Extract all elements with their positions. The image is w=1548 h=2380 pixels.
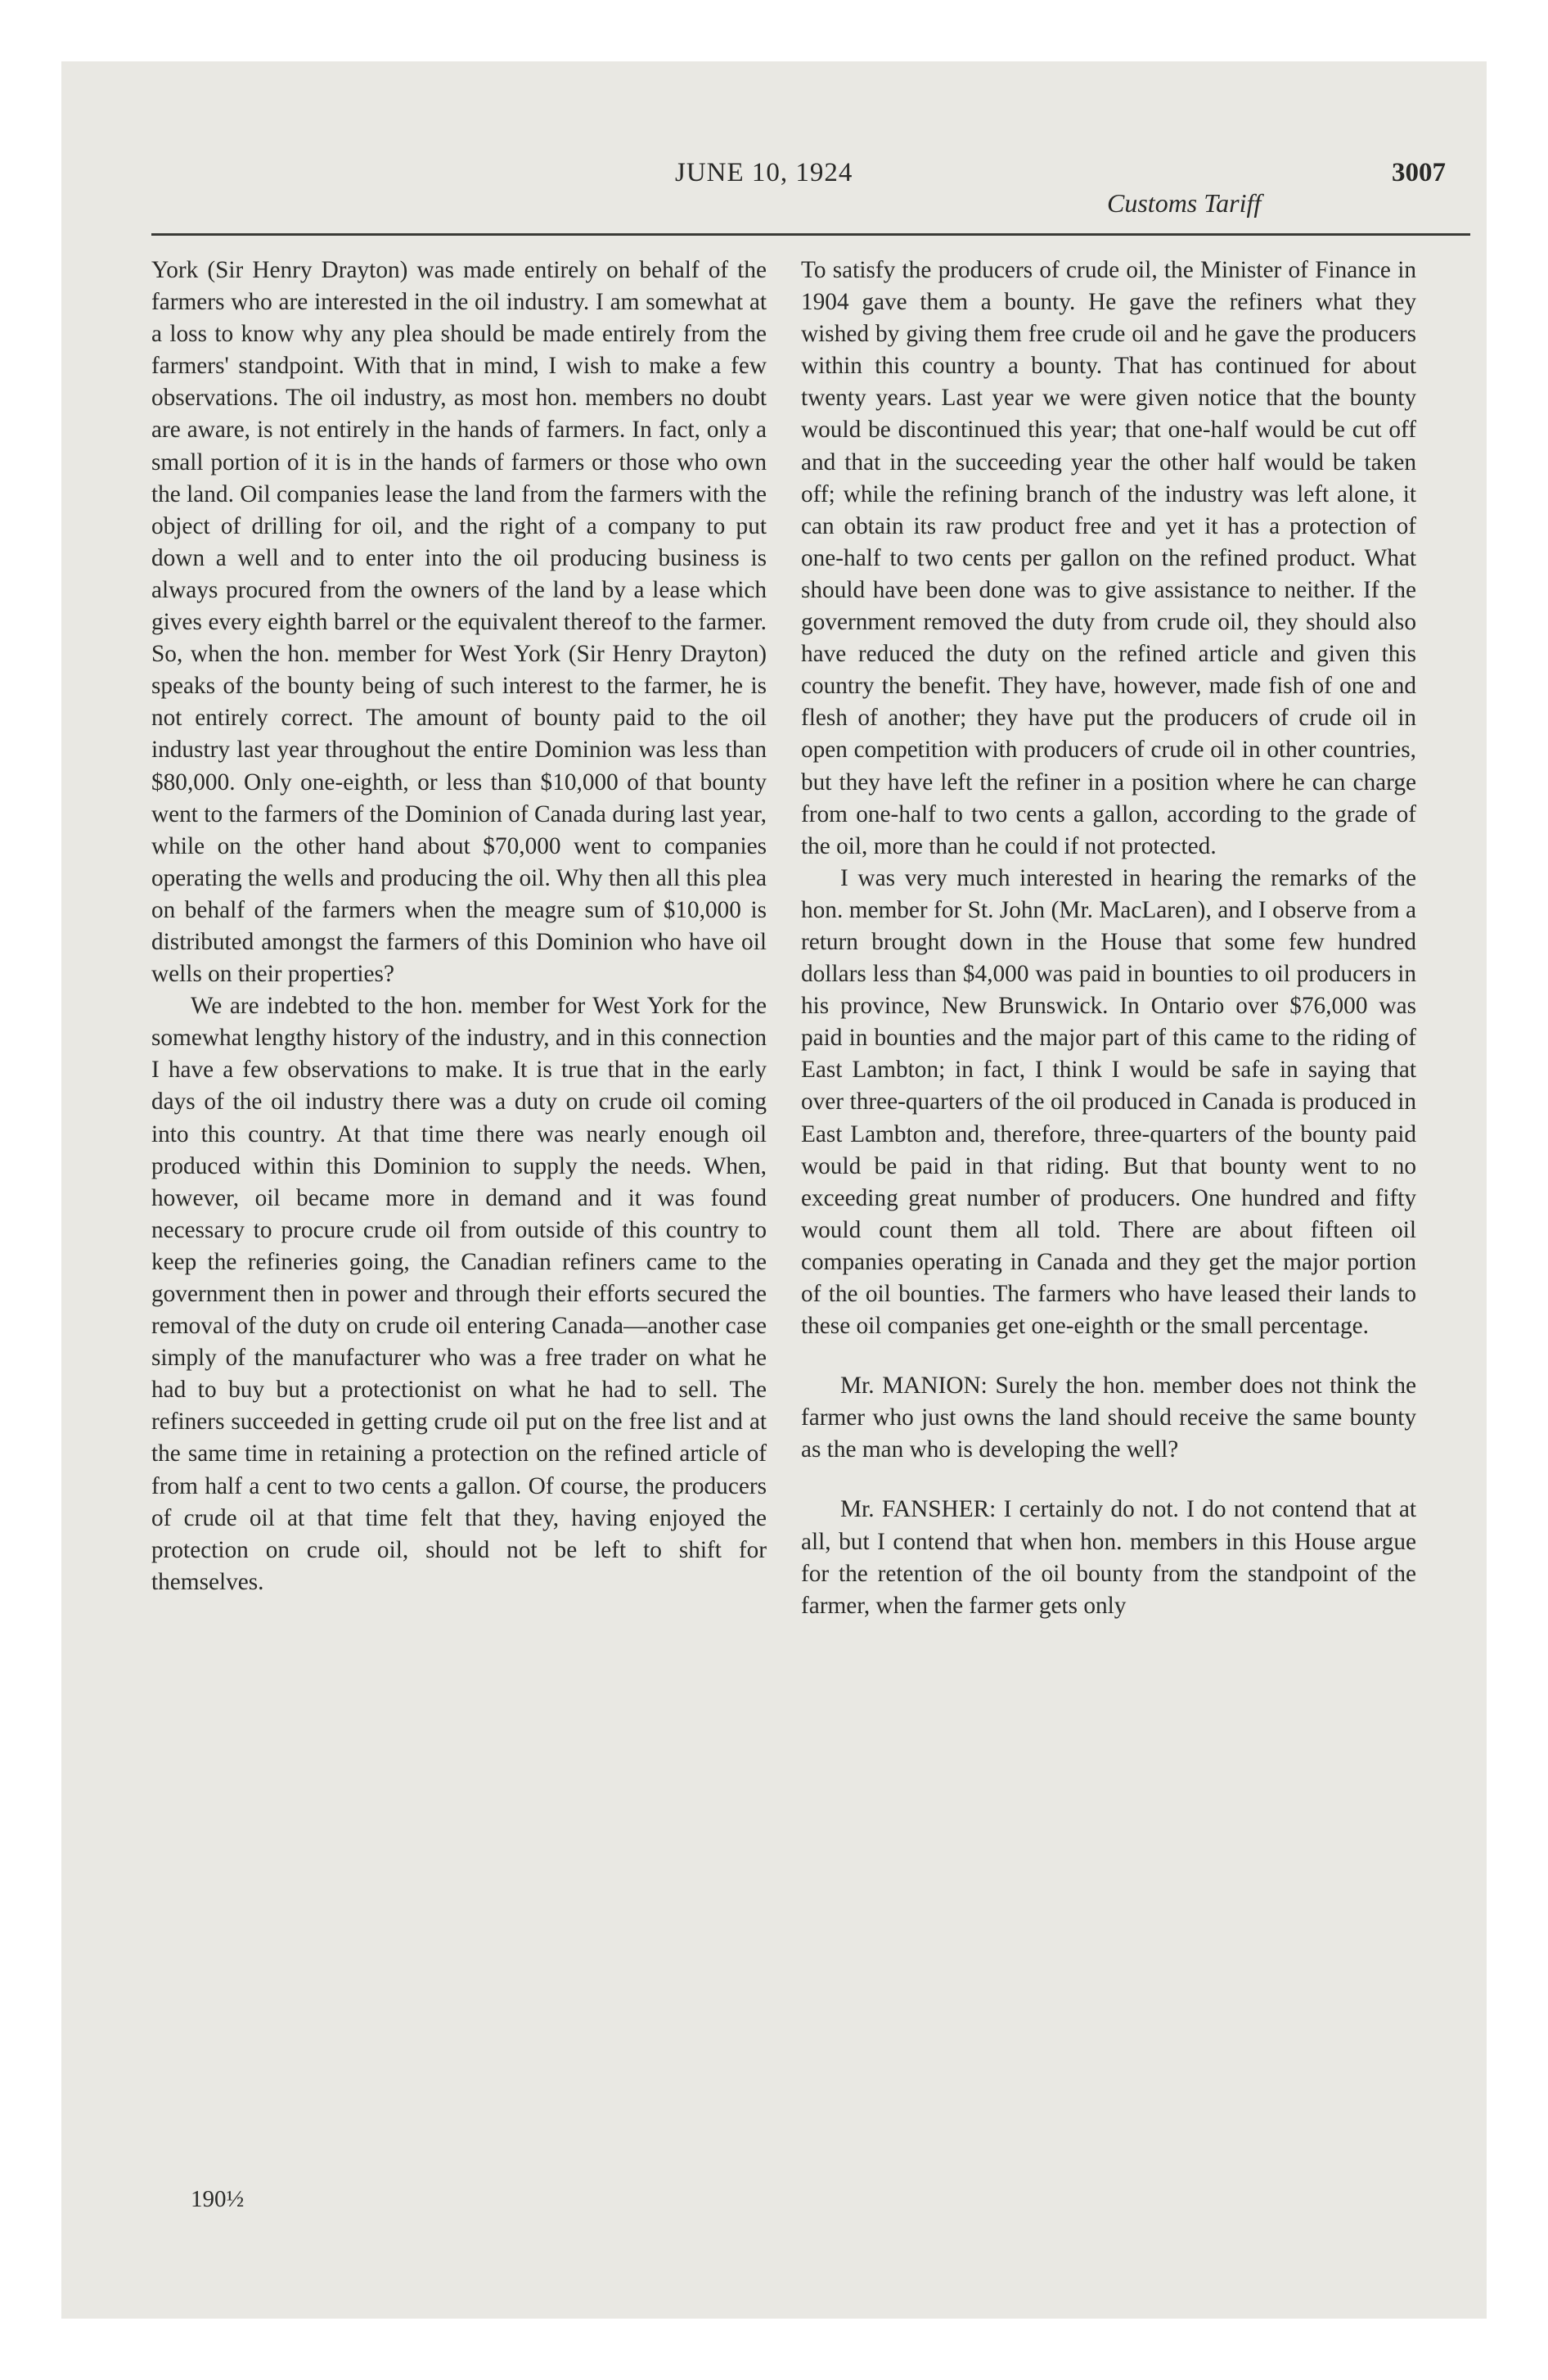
right-column [801,255,1416,1622]
header-date: JUNE 10, 1924 [675,158,853,187]
page-header [61,61,1487,225]
left-paragraph-1: York (Sir Henry Drayton) was made entirely on behalf of the farmers who are interested in the oil industry. I am somewhat at a loss to know why any plea should be made entirely from the farmers' standpoint. With that in mind, I wish to make a few observations. The oil industry, as most hon. members no doubt are aware, is not entirely in the hands of farmers. In fact, only a small portion of it is in the hands of farmers or those who own the land. Oil companies lease the land from the farmers with the object of drilling for oil, and the right of a company to put down a well and to enter into the oil producing business is always procured from the owners of the land by a lease which gives every eighth barrel or the equivalent thereof to the farmer. So, when the hon. member for West York (Sir Henry Drayton) speaks of the bounty being of such interest to the farmer, he is not entirely correct. The amount of bounty paid to the oil industry last year throughout the entire Dominion was less than $80,000. Only one-eighth, or less than $10,000 of that bounty went to the farmers of the Dominion of Canada during last year, while on the other hand about $70,000 went to companies operating the wells and producing the oil. Why then all this plea on behalf of the farmers when the meagre sum of $10,000 is distributed amongst the farmers of this Dominion who have oil wells on their properties? [151,257,767,988]
header-page-number: 3007 [1392,158,1446,187]
left-paragraph-2: We are indebted to the hon. member for West York for the somewhat lengthy history of the industry, and in this connection I have a few observations to make. It is true that in the early days of the oil industry there was a duty on crude oil coming into this country. At that time there was nearly enough oil produced within this Dominion to supply the needs. When, however, oil became more in demand and it was found necessary to procure crude oil from outside of this country to keep the refineries going, the Canadian refiners came to the government then in power and through their efforts secured the removal of the duty on crude oil entering Canada—another case simply of the manufacturer who was a free trader on what he had to buy but a protectionist on what he had to sell. The refiners succeeded in getting crude oil put on the free list and at the same time in retaining a protection on the refined article of from half a cent to two cents a gallon. Of course, the producers of crude oil at that time felt that they, having enjoyed the protection on crude oil, should not be left to shift for themselves. [151,993,767,1595]
right-paragraph-1: To satisfy the producers of crude oil, the Minister of Finance in 1904 gave them a bounty. He gave the refiners what they wished by giving them free crude oil and he gave the producers within this country a bounty. That has continued for about twenty years. Last year we were given notice that the bounty would be discontinued this year; that one-half would be cut off and that in the succeeding year the other half would be taken off; while the refining branch of the industry was left alone, it can obtain its raw product free and yet it has a protection of one-half to two cents per gallon on the refined product. What should have been done was to give assistance to neither. If the government removed the duty from crude oil, they should also have reduced the duty on the refined article and given this country the benefit. They have, however, made fish of one and flesh of another; they have put the producers of crude oil in open competition with producers of crude oil in other countries, but they have left the refiner in a position where he can charge from one-half to two cents a gallon, according to the grade of the oil, more than he could if not protected. [801,257,1416,859]
header-rule [151,233,1470,236]
speech-manion: Mr. MANION: Surely the hon. member does not think the farmer who just owns the land should receive the same bounty as the man who is developing the well? [801,1373,1416,1463]
speech-fansher: Mr. FANSHER: I certainly do not. I do not contend that at all, but I contend that when hon. members in this House argue for the retention of the oil bounty from the standpoint of the farmer, when the farmer gets only [801,1496,1416,1619]
header-section-title: Customs Tariff [1107,188,1262,218]
left-column [151,255,767,1598]
signature-mark: 190½ [191,2186,245,2212]
page-sheet [61,61,1487,2319]
right-paragraph-2: I was very much interested in hearing the remarks of the hon. member for St. John (Mr. MacLaren), and I observe from a return brought down in the House that some few hundred dollars less than $4,000 was paid in bounties to oil producers in his province, New Brunswick. In Ontario over $76,000 was paid in bounties and the major part of this came to the riding of East Lambton; in fact, I think I would be safe in saying that over three-quarters of the oil produced in Canada is produced in East Lambton and, therefore, three-quarters of the bounty paid would be paid in that riding. But that bounty went to no exceeding great number of producers. One hundred and fifty would count them all told. There are about fifteen oil companies operating in Canada and they get the major portion of the oil bounties. The farmers who have leased their lands to these oil companies get one-eighth or the small percentage. [801,864,1416,1340]
